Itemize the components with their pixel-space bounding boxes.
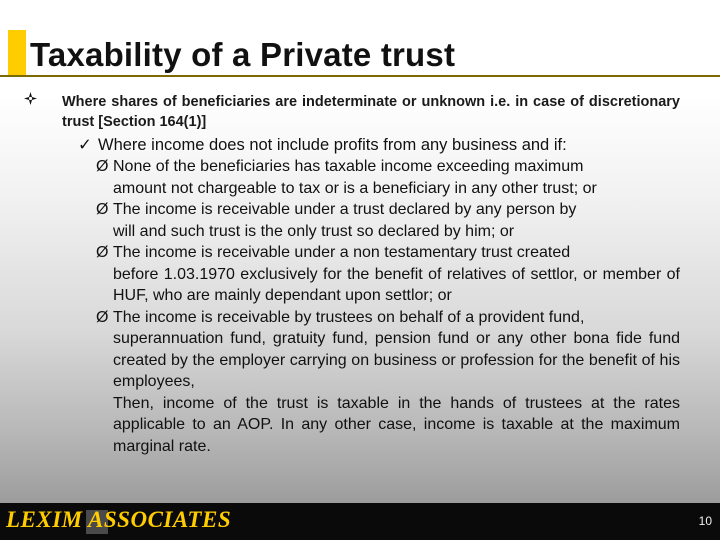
check-icon: ✓	[78, 136, 92, 154]
condition-line	[78, 135, 680, 156]
title-underline	[0, 75, 720, 77]
item-first-line: The income is receivable by trustees on behalf of a provident fund,	[113, 308, 585, 326]
item-continuation: amount not chargeable to tax or is a beneficiary in any other trust; or	[113, 179, 597, 197]
arrow-bullet-icon: Ø	[96, 308, 109, 326]
list-item	[96, 156, 680, 199]
page-number: 10	[698, 514, 712, 528]
list-item	[96, 242, 680, 307]
slide-body	[24, 92, 680, 457]
arrow-bullet-icon: Ø	[96, 201, 109, 218]
brand-logo-text: LEXIM ASSOCIATES	[6, 507, 232, 532]
condition-text: Where income does not include profits from any business and if:	[98, 136, 567, 154]
item-first-line: The income is receivable under a non testamentary trust created	[113, 244, 571, 261]
title-accent-bar	[8, 30, 26, 76]
diamond-bullet-icon	[24, 92, 37, 108]
closing-text: Then, income of the trust is taxable in the hands of trustees at the rates applicable to an AOP. In any other case, income is taxable at the maximum marginal rate.	[113, 394, 680, 455]
slide-title: Taxability of a Private trust	[30, 36, 456, 73]
item-first-line: The income is receivable under a trust declared by any person by	[113, 201, 577, 218]
item-continuation: will and such trust is the only trust so declared by him; or	[113, 222, 515, 240]
item-continuation: superannuation fund, gratuity fund, pension fund or any other bona fide fund created by the employer carrying on business or profession for the benefit of his employees,	[113, 330, 680, 390]
intro-text: Where shares of beneficiaries are indeterminate or unknown i.e. in case of discretionary trust [Section 164(1)]	[62, 94, 680, 130]
arrow-bullet-icon: Ø	[96, 244, 109, 261]
item-continuation: before 1.03.1970 exclusively for the benefit of relatives of settlor, or member of HUF, who are mainly dependant upon settlor; or	[113, 265, 680, 304]
list-item	[96, 199, 680, 242]
item-first-line: None of the beneficiaries has taxable income exceeding maximum	[113, 158, 584, 175]
arrow-bullet-icon: Ø	[96, 158, 109, 175]
list-item	[96, 307, 680, 393]
